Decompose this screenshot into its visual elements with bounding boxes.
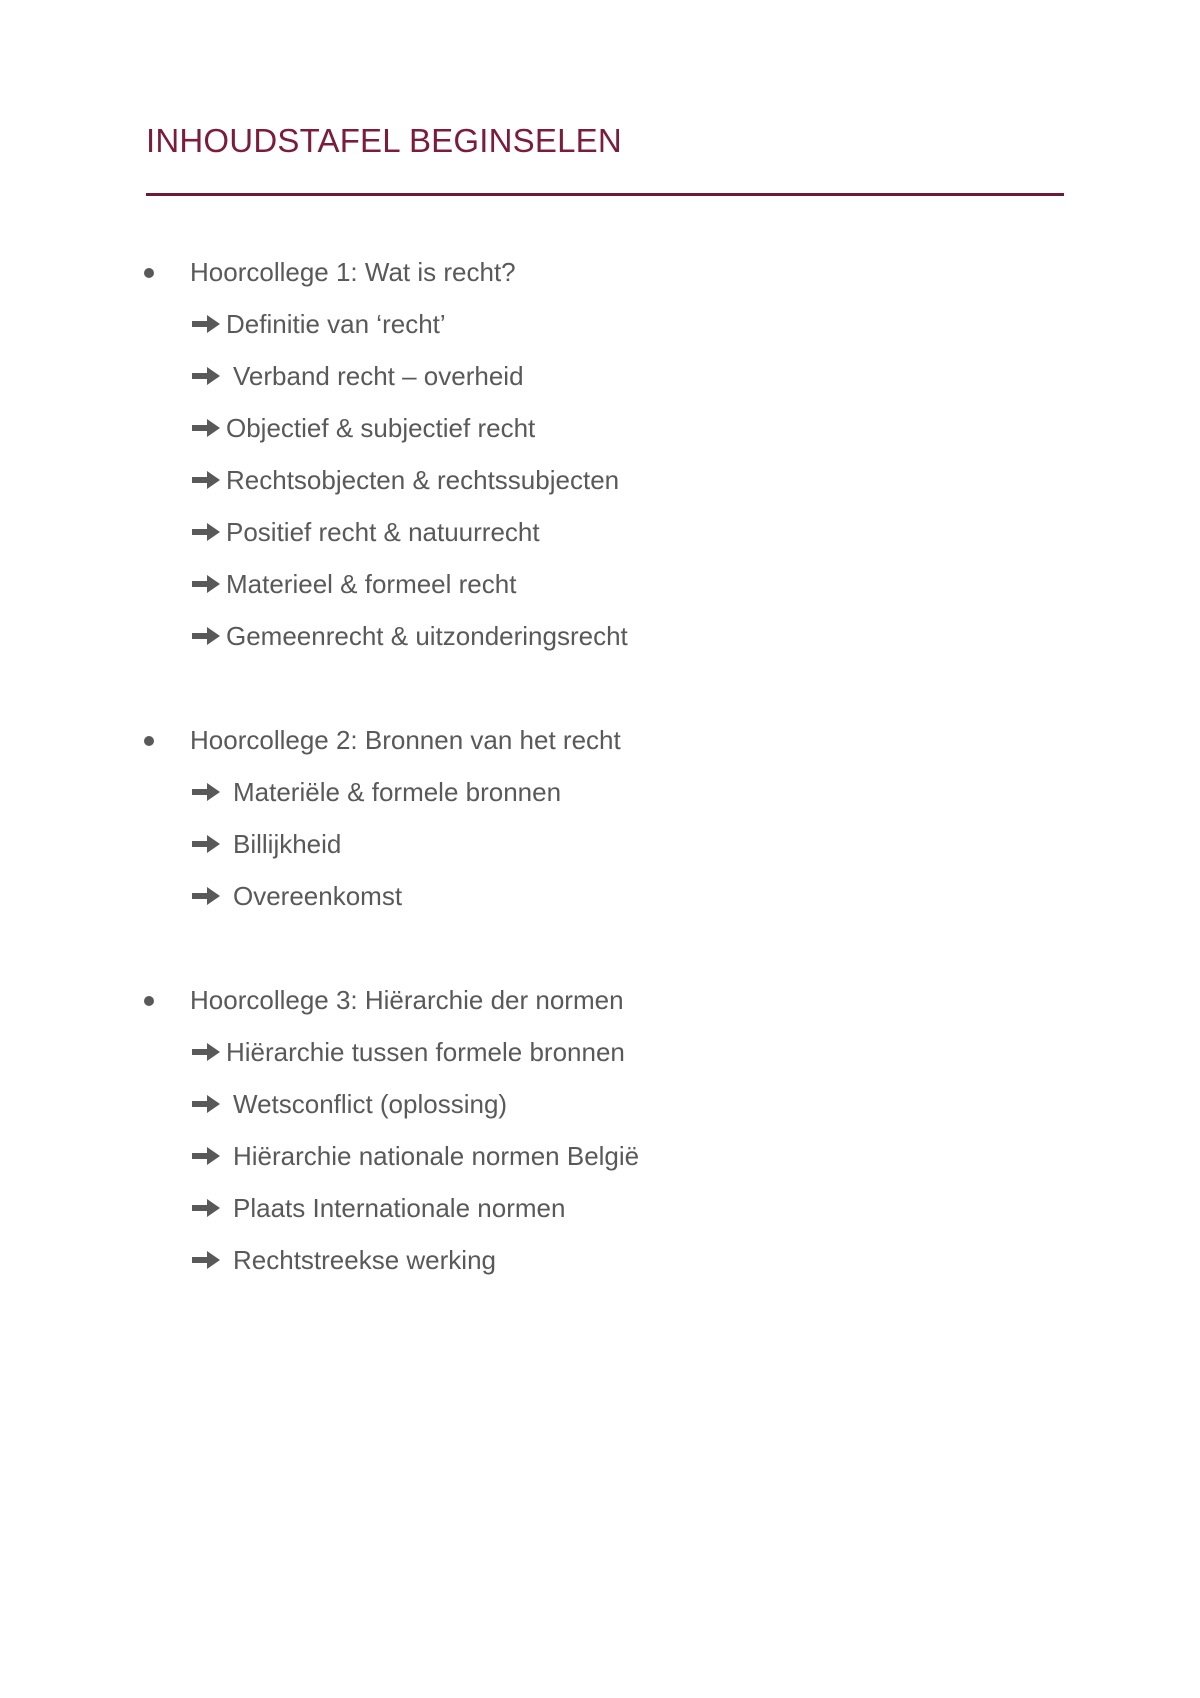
list-item [0, 870, 1200, 922]
right-arrow-icon [190, 364, 222, 388]
section-heading [0, 246, 1200, 298]
list-item [0, 350, 1200, 402]
bullet-dot-icon [144, 736, 154, 746]
right-arrow-icon [190, 1144, 222, 1168]
right-arrow-icon [190, 312, 222, 336]
toc-section-2 [0, 714, 1200, 922]
bullet-dot-icon [144, 996, 154, 1006]
right-arrow-icon [190, 1092, 222, 1116]
list-item-label: Overeenkomst [233, 881, 403, 911]
right-arrow-icon [190, 624, 222, 648]
list-item-label: Rechtstreekse werking [233, 1245, 496, 1275]
section-heading-text: Hoorcollege 1: Wat is recht? [190, 257, 516, 287]
right-arrow-icon [190, 468, 222, 492]
list-item [0, 1234, 1200, 1286]
list-item [0, 1130, 1200, 1182]
list-item [0, 454, 1200, 506]
right-arrow-icon [190, 884, 222, 908]
toc-section-3 [0, 974, 1200, 1286]
list-item [0, 558, 1200, 610]
list-item-label: Wetsconflict (oplossing) [233, 1089, 508, 1119]
toc-section-1 [0, 246, 1200, 662]
right-arrow-icon [190, 1040, 222, 1064]
list-item-label: Hiërarchie tussen formele bronnen [226, 1037, 625, 1067]
list-item-label: Plaats Internationale normen [233, 1193, 566, 1223]
section-heading-text: Hoorcollege 3: Hiërarchie der normen [190, 985, 624, 1015]
list-item [0, 610, 1200, 662]
table-of-contents [0, 246, 1200, 1338]
right-arrow-icon [190, 416, 222, 440]
list-item [0, 1078, 1200, 1130]
list-item-label: Hiërarchie nationale normen België [233, 1141, 640, 1171]
list-item [0, 506, 1200, 558]
list-item-label: Definitie van ‘recht’ [226, 309, 446, 339]
section-heading [0, 714, 1200, 766]
right-arrow-icon [190, 780, 222, 804]
right-arrow-icon [190, 832, 222, 856]
list-item-label: Positief recht & natuurrecht [226, 517, 540, 547]
list-item [0, 818, 1200, 870]
list-item [0, 298, 1200, 350]
page-title: INHOUDSTAFEL BEGINSELEN [146, 122, 622, 159]
list-item [0, 766, 1200, 818]
section-heading [0, 974, 1200, 1026]
list-item-label: Materiële & formele bronnen [233, 777, 562, 807]
list-item [0, 1182, 1200, 1234]
list-item-label: Materieel & formeel recht [226, 569, 517, 599]
title-divider [146, 193, 1064, 196]
bullet-dot-icon [144, 268, 154, 278]
list-item-label: Verband recht – overheid [233, 361, 524, 391]
list-item-label: Billijkheid [233, 829, 342, 859]
right-arrow-icon [190, 520, 222, 544]
list-item [0, 402, 1200, 454]
list-item-label: Objectief & subjectief recht [226, 413, 536, 443]
list-item-label: Gemeenrecht & uitzonderingsrecht [226, 621, 628, 651]
list-item-label: Rechtsobjecten & rechtssubjecten [226, 465, 620, 495]
right-arrow-icon [190, 572, 222, 596]
right-arrow-icon [190, 1248, 222, 1272]
right-arrow-icon [190, 1196, 222, 1220]
list-item [0, 1026, 1200, 1078]
section-heading-text: Hoorcollege 2: Bronnen van het recht [190, 725, 621, 755]
